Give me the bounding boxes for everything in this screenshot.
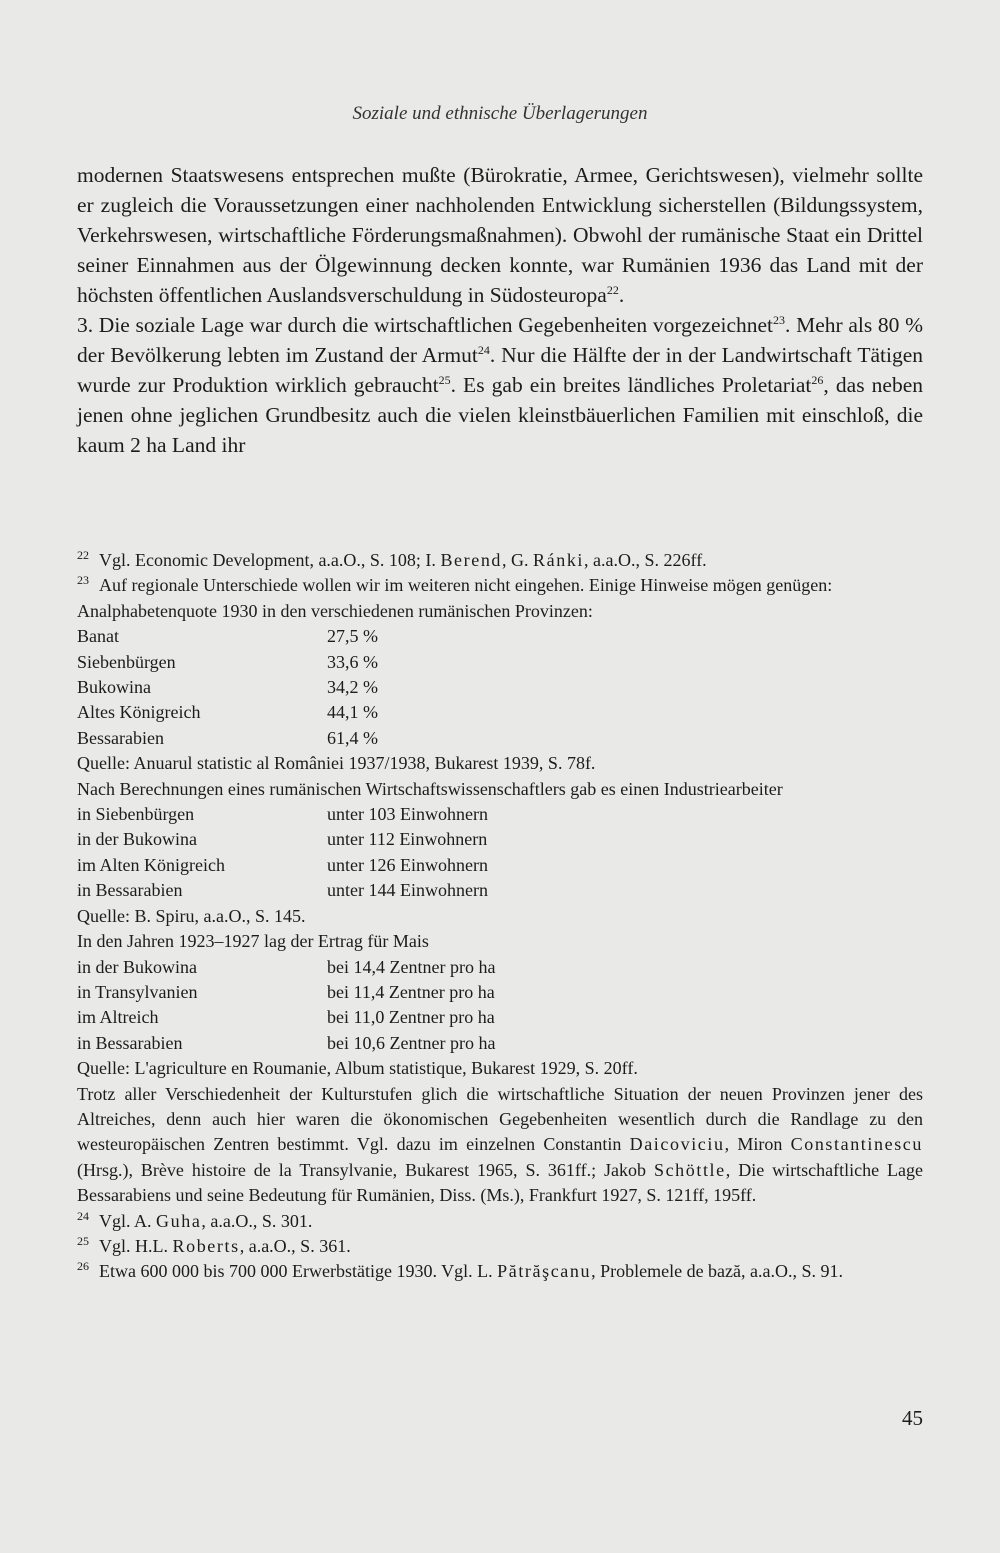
row-value: 33,6 % (327, 651, 378, 672)
row-value: bei 10,6 Zentner pro ha (327, 1032, 496, 1053)
author-name: Roberts (172, 1235, 240, 1256)
author-name: Ránki (533, 550, 585, 570)
paragraph-text: , das neben jenen ohne jeglichen Grundbesitz auch die vielen kleinstbäuerlichen Familien mit einschloß, die kaum 2 ha Land ihr (77, 373, 924, 457)
row-value: 34,2 % (327, 677, 378, 698)
footnote-ref[interactable]: 26 (811, 372, 824, 387)
paragraph (77, 160, 923, 310)
row-value: unter 103 Einwohnern (327, 804, 488, 825)
footnote-number: 26 (77, 1259, 89, 1274)
footnote-ref[interactable]: 25 (438, 372, 451, 387)
footnote-ref[interactable]: 24 (477, 342, 490, 357)
row-value: bei 11,4 Zentner pro ha (327, 981, 495, 1002)
table-row (77, 726, 923, 751)
paragraph-text: . Nur die Hälfte der in der Landwirtschaft Tätigen wurde zur Produktion wirklich gebraucht (77, 343, 923, 397)
footnote-text: , Miron (724, 1134, 791, 1155)
paragraph-text: . Es gab ein breites ländliches Proletariat (450, 373, 812, 397)
row-label: im Altreich (77, 1007, 159, 1028)
row-value: bei 11,0 Zentner pro ha (327, 1007, 495, 1028)
table-row (77, 1031, 923, 1056)
footnote-text: Etwa 600 000 bis 700 000 Erwerbstätige 1930. Vgl. L. (99, 1261, 498, 1282)
author-name: Constantinescu (790, 1134, 923, 1155)
table-row (77, 675, 923, 700)
table-row (77, 980, 923, 1005)
maize-yield-table (77, 955, 923, 1057)
footnote-text: , a.a.O., S. 226ff. (584, 550, 707, 570)
table-title: Analphabetenquote 1930 in den verschiedenen rumänischen Provinzen: (77, 600, 593, 621)
author-name: Pătrăşcanu (497, 1261, 592, 1282)
table-row (77, 853, 923, 878)
footnote-text (77, 573, 923, 598)
paragraph-text: 3. Die soziale Lage war durch die wirtschaftlichen Gegebenheiten vorgezeichnet (77, 313, 774, 337)
paragraph (77, 310, 923, 460)
footnote-number: 24 (77, 1208, 89, 1223)
footnote-22 (77, 548, 923, 573)
paragraph-text: . (618, 283, 625, 307)
footnotes (77, 548, 923, 1285)
table-row (77, 700, 923, 725)
footnote-25 (77, 1234, 923, 1259)
table-row (77, 878, 923, 903)
row-value: 44,1 % (327, 702, 378, 723)
footnote-number: 22 (77, 548, 89, 562)
footnote-closing-text (77, 1082, 923, 1209)
row-value: unter 144 Einwohnern (327, 880, 488, 901)
table-row (77, 650, 923, 675)
illiteracy-table (77, 624, 923, 751)
row-label: in der Bukowina (77, 956, 197, 977)
paragraph-text: . Mehr als 80 % der Bevölkerung lebten im Zustand der Armut (77, 313, 923, 367)
footnote-text: Vgl. H.L. (99, 1235, 173, 1256)
table-title: In den Jahren 1923–1927 lag der Ertrag für Mais (77, 931, 429, 952)
footnote-text: , a.a.O., S. 301. (201, 1210, 313, 1231)
author-name: Berend (440, 550, 503, 570)
row-label: im Alten Königreich (77, 854, 225, 875)
row-value: unter 126 Einwohnern (327, 854, 488, 875)
table-row (77, 1005, 923, 1030)
author-name: Daicoviciu (629, 1134, 725, 1155)
table-row (77, 802, 923, 827)
table-source: Quelle: B. Spiru, a.a.O., S. 145. (77, 905, 306, 926)
row-label: Altes Königreich (77, 702, 201, 723)
table-title: Nach Berechnungen eines rumänischen Wirtschaftswissenschaftlers gab es einen Industriearbeiter (77, 778, 783, 799)
row-label: Banat (77, 626, 119, 647)
row-label: in Siebenbürgen (77, 804, 195, 825)
footnote-text: Vgl. Economic Development, a.a.O., S. 108; I. (99, 550, 441, 570)
footnote-24 (77, 1209, 923, 1234)
paragraph-text: modernen Staatswesens entsprechen mußte (Bürokratie, Armee, Gerichtswesen), vielmehr sollte er zugleich die Voraussetzungen einer nachholenden Entwicklung sicherstellen (Bildungssystem, Verkehrswesen, wirtschaftliche Förderungsmaßnahmen). Obwohl der rumänische Staat ein Drittel seiner Einnahmen aus der Ölgewinnung decken konnte, war Rumänien 1936 das Land mit der höchsten öffentlichen Auslandsverschuldung in Südosteuropa (77, 163, 923, 307)
row-value: 61,4 % (327, 727, 378, 748)
row-label: in Bessarabien (77, 880, 183, 901)
table-source: Quelle: L'agriculture en Roumanie, Album statistique, Bukarest 1929, S. 20ff. (77, 1058, 638, 1079)
row-value: bei 14,4 Zentner pro ha (327, 956, 496, 977)
footnote-text: , Problemele de bază, a.a.O., S. 91. (591, 1261, 844, 1282)
footnote-ref[interactable]: 23 (773, 312, 786, 327)
table-row (77, 624, 923, 649)
footnote-intro: Auf regionale Unterschiede wollen wir im weiteren nicht eingehen. Einige Hinweise mögen genügen: (99, 575, 833, 596)
author-name: Guha (156, 1210, 202, 1231)
industrial-worker-table (77, 802, 923, 904)
footnote-ref[interactable]: 22 (606, 282, 619, 297)
footnote-23 (77, 573, 923, 1208)
row-label: Bukowina (77, 677, 151, 698)
author-name: Schöttle (653, 1159, 726, 1180)
row-label: in der Bukowina (77, 829, 197, 850)
footnote-number: 23 (77, 573, 89, 588)
footnote-text: Trotz aller Verschiedenheit der Kulturstufen glich die wirtschaftliche Situation der neuen Provinzen jener des Altreiches, denn auch hier waren die ökonomischen Gegebenheiten wesentlich durch die Randlage zu den westeuropäischen Zentren bestimmt. Vgl. dazu im einzelnen Constantin (77, 1083, 923, 1155)
footnote-text: Vgl. A. (99, 1210, 157, 1231)
table-source: Quelle: Anuarul statistic al României 1937/1938, Bukarest 1939, S. 78f. (77, 753, 596, 774)
footnote-text: (Hrsg.), Brève histoire de la Transylvanie, Bukarest 1965, S. 361ff.; Jakob (77, 1159, 654, 1180)
row-label: in Transylvanien (77, 981, 198, 1002)
footnote-text: , G. (502, 550, 534, 570)
row-value: 27,5 % (327, 626, 378, 647)
table-row (77, 955, 923, 980)
row-label: Siebenbürgen (77, 651, 176, 672)
row-label: Bessarabien (77, 727, 164, 748)
table-row (77, 827, 923, 852)
page-number: 45 (902, 1406, 923, 1430)
row-value: unter 112 Einwohnern (327, 829, 488, 850)
footnote-text: , Die wirtschaftliche Lage Bessarabiens und seine Bedeutung für Rumänien, Diss. (Ms.), Frankfurt 1927, S. 121ff, 195ff. (77, 1159, 923, 1206)
row-label: in Bessarabien (77, 1032, 183, 1053)
footnote-number: 25 (77, 1233, 89, 1248)
body-text (77, 160, 923, 460)
running-head: Soziale und ethnische Überlagerungen (352, 103, 648, 124)
footnote-26 (77, 1259, 923, 1284)
footnote-text: , a.a.O., S. 361. (239, 1235, 351, 1256)
